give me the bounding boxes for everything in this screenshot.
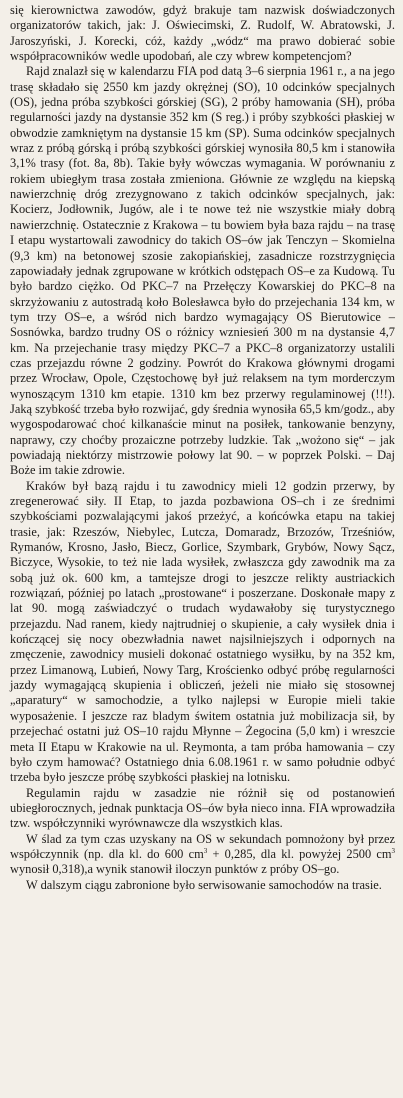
paragraph-3-stage-two: Kraków był bazą rajdu i tu zawodnicy mieli 12 godzin przerwy, by zregenerować siły. II Etap, to jazda pozbawiona OS–ch i ze średnimi szybkościami pozwalającymi jakoś przeżyć, a końcówka etapu na takiej trasie, jak: Rzeszów, Niebylec, Lutcza, Domaradz, Brzozów, Trześniów, Rymanów, Krosno, Jasło, Biecz, Gorlice, Szymbark, Grybów, Nowy Sącz, Biczyce, Wysokie, to też nie lada wysiłek, zwłaszcza gdy zawodnik ma za sobą już ok. 600 km, a tamtejsze drogi to jeszcze relikty austriackich rozwiązań, później po latach „prostowane“ i poszerzane. Doskonałe mapy z lat 90. mogą zaświadczyć o trudach wydawałoby się turystycznego przejazdu. Nad ranem, kiedy najtrudniej o skupienie, a cały wysiłek dnia i kończącej się nocy obezwładnia nawet najsilniejszych i odpornych na zmęczenie, zawodnicy musieli dokonać ostatniego wysiłku, by na 352 km, przez Limanową, Lubień, Nowy Targ, Krościenko odbyć próbę regularności jazdy wymagającą skupienia i obliczeń, jeżeli nie miało się stosownej „aparatury“ w samochodzie, a tylko najlepsi w Europie mieli takie wyposażenie. I jeszcze raz bladym świtem ostatnia już mobilizacja sił, by przejechać ostatni już OS–10 rajdu Młynne – Żegocina (5,0 km) i wreszcie meta II Etapu w Krakowie na ul. Reymonta, a tam próba hamowania – czy było czym hamować? Ostatniego dnia 6.08.1961 r. w samo południe odbyć trzeba było jeszcze próbę szybkości płaskiej na lotnisku. <box>10 478 395 785</box>
paragraph-5-coefficients <box>10 832 395 878</box>
superscript-cubic-1: 3 <box>203 846 208 855</box>
paragraph-1-continuation: się kierownictwa zawodów, gdyż brakuje tam nazwisk doświadczonych organizatorów takich, jak: J. Oświecimski, Z. Rudolf, W. Abratowski, J. Jaroszyński, J. Korecki, cóż, każdy „wódz“ ma prawo dobierać sobie współpracowników wedle upodobań, ale czy wbrew kompetencjom? <box>10 3 395 64</box>
coefficients-text-1: W ślad za tym czas uzyskany na OS w sekundach pomnożony był przez współczynnik (np. dla kl. do 600 cm <box>10 831 395 861</box>
paragraph-6-service-ban: W dalszym ciągu zabronione było serwisowanie samochodów na trasie. <box>26 877 382 892</box>
coefficients-text-2: + 0,285, dla kl. powyżej 2500 cm <box>207 846 392 861</box>
coefficients-text-3: wynosił 0,318),a wynik stanowił iloczyn punktów z próby OS–go. <box>10 862 340 877</box>
paragraph-4-regulations: Regulamin rajdu w zasadzie nie różnił się od postanowień ubiegłorocznych, jednak punktacja OS–ów była nieco inna. FIA wprowadziła tzw. współczynniki wyrównawcze dla wszystkich klas. <box>10 785 395 831</box>
superscript-cubic-2: 3 <box>391 846 396 855</box>
paragraph-2-rally-route: Rajd znalazł się w kalendarzu FIA pod datą 3–6 sierpnia 1961 r., a na jego trasę składało się 2550 km jazdy okrężnej (SO), 10 odcinków specjalnych (OS), jedna próba szybkości górskiej (SG), 2 próby hamowania (SH), próba regularności jazdy na dystansie 352 km (S reg.) i próby szybkości płaskiej w obwodzie zamkniętym na dystansie 15 km (SP). Suma odcinków specjalnych wraz z próbą górską i próbą szybkości górskiej wynosiła 80,5 km i stanowiła 3,1% trasy (fot. 8a, 8b). Takie były wówczas wymagania. W porównaniu z rokiem ubiegłym trasa została zmieniona. Głównie ze względu na kiepską nawierzchnię dróg zrezygnowano z takich odcinków specjalnych, jak: Kocierz, Jodłownik, Jugów, ale i te nowe też nie wszystkie miały dobrą nawierzchnię. Ostatecznie z Krakowa – tu bowiem była baza rajdu – na trasę I etapu wystartowali zawodnicy do takich OS–ów jak Tenczyn – Skomielna (9,3 km) na betonowej szosie zakopiańskiej, zasadnicze rozstrzygnięcia zapowiadały jednak zgrupowane w krótkich odstępach OS–e za Kudową. Tu było bardzo ciężko. Od PKC–7 na Przełęczy Kowarskiej do PKC–8 na skrzyżowaniu z autostradą koło Bolesławca było do przejechania 134 km, w tym trzy OS–e, a wśród nich bardzo wymagający OS Bierutowice – Sosnówka, bardzo trudny OS o różnicy wzniesień 300 m na dystansie 4,7 km. Na przejechanie trasy między PKC–7 a PKC–8 organizatorzy ustalili czas przejazdu równe 2 godziny. Powrót do Krakowa głównymi drogami przez Wrocław, Opole, Częstochowę był już relaksem na tym morderczym wynoszącym 1310 km etapie. 1310 km bez przerwy regulaminowej (!!!). Jaką szybkość trzeba było rozwijać, gdy średnia wynosiła 65,5 km/godz., aby wygospodarować choć kilkanaście minut na posiłek, tankowanie benzyny, naprawy, czy choćby prozaiczne potrzeby ludzkie. Tak „wożono się“ – jak powiadają niektórzy mistrzowie połowy lat 90. – w poprzek Polski. – Daj Boże im takie zdrowie. <box>10 64 395 478</box>
